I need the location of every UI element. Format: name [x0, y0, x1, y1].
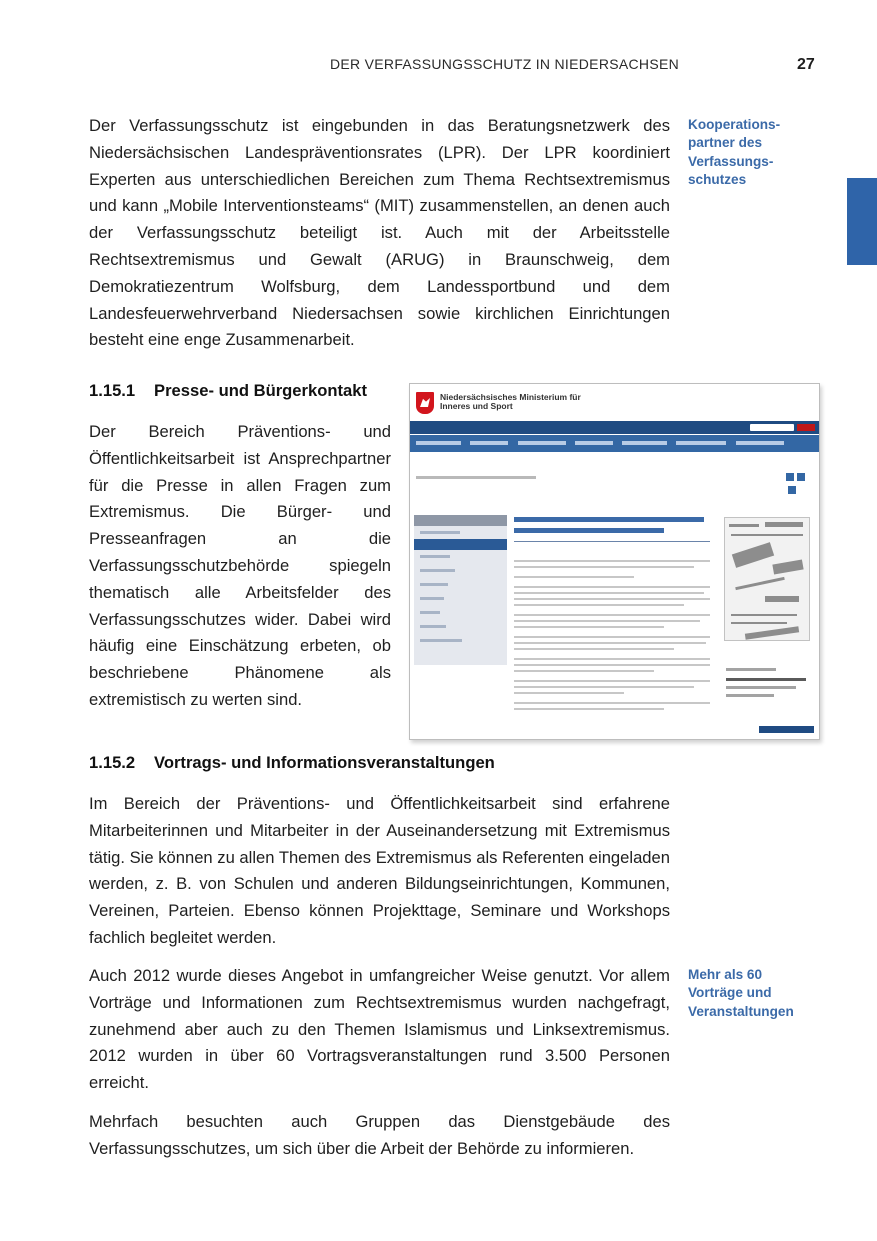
website-text-line: [514, 626, 664, 628]
website-sidebar-item: [420, 597, 444, 600]
website-text-line: [514, 604, 684, 606]
sidenote-mehr-als-60-vortraege: Mehr als 60 Vorträge und Veranstaltungen: [688, 967, 794, 1019]
section-title: Presse- und Bürgerkontakt: [154, 381, 368, 400]
website-article-title-line-2: [514, 528, 664, 533]
sidenote-kooperationspartner: Kooperationspartner des Verfassungsschutzes: [688, 117, 781, 188]
website-sidebar-item: [420, 611, 440, 614]
website-font-size-icon: [786, 473, 794, 481]
section-heading-1-15-2: [89, 753, 495, 773]
section-2-paragraph-2: Auch 2012 wurde dieses Angebot in umfangreicher Weise genutzt. Vor allem Vorträge und Informationen zum Rechtsextremismus wurden nachgefragt, zunehmend aber auch zu den Themen Islamismus und Linksextremismus. 2012 wurden in über 60 Vortragsveranstaltungen rund 3.500 Personen erreicht.: [89, 966, 670, 1093]
website-text-line: [514, 614, 710, 616]
running-title: DER VERFASSUNGSSCHUTZ IN NIEDERSACHSEN: [330, 56, 680, 72]
website-sidebar-item: [420, 531, 460, 534]
website-text-line: [514, 648, 674, 650]
website-related-link: [726, 686, 796, 689]
website-text-line: [514, 642, 706, 644]
website-title-rule: [514, 541, 710, 542]
section-2-paragraph-1: Im Bereich der Präventions- und Öffentlichkeitsarbeit sind erfahrene Mitarbeiterinnen und Mitarbeiter in der Auseinandersetzung mit Extremismus tätig. Sie können zu allen Themen des Extremismus als Referenten eingeladen werden, z. B. von Schulen und anderen Bildungseinrichtungen, Kommunen, Vereinen, Parteien. Ebenso können Projekttage, Seminare und Workshops fachlich begleitet werden.: [89, 794, 670, 947]
website-text-line: [514, 670, 654, 672]
website-text-line: [514, 560, 710, 562]
website-newspaper-collage-image: [724, 517, 810, 641]
page-number: 27: [797, 56, 815, 73]
website-sidebar-item: [420, 583, 448, 586]
website-text-line: [514, 566, 694, 568]
website-sidebar-navigation: [414, 515, 507, 665]
website-text-line: [514, 680, 710, 682]
website-search-field: [750, 424, 794, 431]
website-text-line: [514, 664, 710, 666]
website-related-link: [726, 694, 774, 697]
section-heading-1-15-1: [89, 381, 367, 401]
website-text-line: [514, 636, 710, 638]
website-text-line: [514, 702, 710, 704]
lower-saxony-horse-logo-icon: [416, 392, 434, 414]
website-related-link: [726, 678, 806, 681]
website-text-line: [514, 692, 624, 694]
website-text-line: [514, 586, 710, 588]
website-text-line: [514, 686, 694, 688]
website-sidebar-selected-item: [414, 539, 507, 550]
website-sidebar-item: [420, 639, 462, 642]
website-text-line: [514, 708, 664, 710]
website-footer-button: [759, 726, 814, 733]
intro-paragraph: Der Verfassungsschutz ist eingebunden in das Beratungsnetzwerk des Niedersächsischen Landespräventionsrates (LPR). Der LPR koordiniert Experten aus unterschiedlichen Bereichen zum Thema Rechtsextremismus und kann „Mobile Interventionsteams“ (MIT) zusammenstellen, an denen auch der Verfassungsschutz beteiligt ist. Auch mit der Arbeitsstelle Rechtsextremismus und Gewalt (ARUG) in Braunschweig, dem Demokratiezentrum Wolfsburg, dem Landessportbund und dem Landesfeuerwehrverband Niedersachsen sowie kirchlichen Einrichtungen besteht eine enge Zusammenarbeit.: [89, 116, 670, 350]
website-main-navigation: [410, 435, 819, 452]
section-1-paragraph: Der Bereich Präventions- und Öffentlichkeitsarbeit ist Ansprechpartner für die Presse in allen Fragen zum Extremismus. Die Bürger- und Presseanfragen an die Verfassungsschutzbehörde spiegeln thematisch alle Arbeitsfelder des Verfassungsschutzes wider. Dabei wird häufig eine Einschätzung erbeten, ob beschriebene Phänomene als extremistisch zu werten sind.: [89, 422, 391, 709]
website-article-title: [514, 517, 704, 522]
website-header: [410, 384, 819, 420]
section-title: Vortrags- und Informationsveranstaltungen: [154, 753, 495, 772]
website-text-line: [514, 576, 634, 578]
section-number: 1.15.2: [89, 753, 136, 772]
website-sidebar-heading: [414, 515, 507, 526]
website-text-line: [514, 598, 710, 600]
website-print-icon: [788, 486, 796, 494]
website-screenshot: [409, 383, 820, 740]
website-search-button: [797, 424, 815, 431]
website-sidebar-item: [420, 625, 446, 628]
website-ministry-name: Niedersächsisches Ministerium für Inneres und Sport: [440, 392, 581, 411]
website-text-line: [514, 658, 710, 660]
website-related-link: [726, 668, 776, 671]
website-breadcrumb: [416, 476, 536, 479]
section-2-paragraph-3: Mehrfach besuchten auch Gruppen das Dienstgebäude des Verfassungsschutzes, um sich über die Arbeit der Behörde zu informieren.: [89, 1112, 670, 1158]
website-text-line: [514, 592, 704, 594]
section-number: 1.15.1: [89, 381, 136, 400]
chapter-tab-marker: [847, 178, 877, 265]
website-sidebar-item: [420, 555, 450, 558]
website-text-line: [514, 620, 700, 622]
website-sidebar-item: [420, 569, 455, 572]
website-contrast-icon: [797, 473, 805, 481]
